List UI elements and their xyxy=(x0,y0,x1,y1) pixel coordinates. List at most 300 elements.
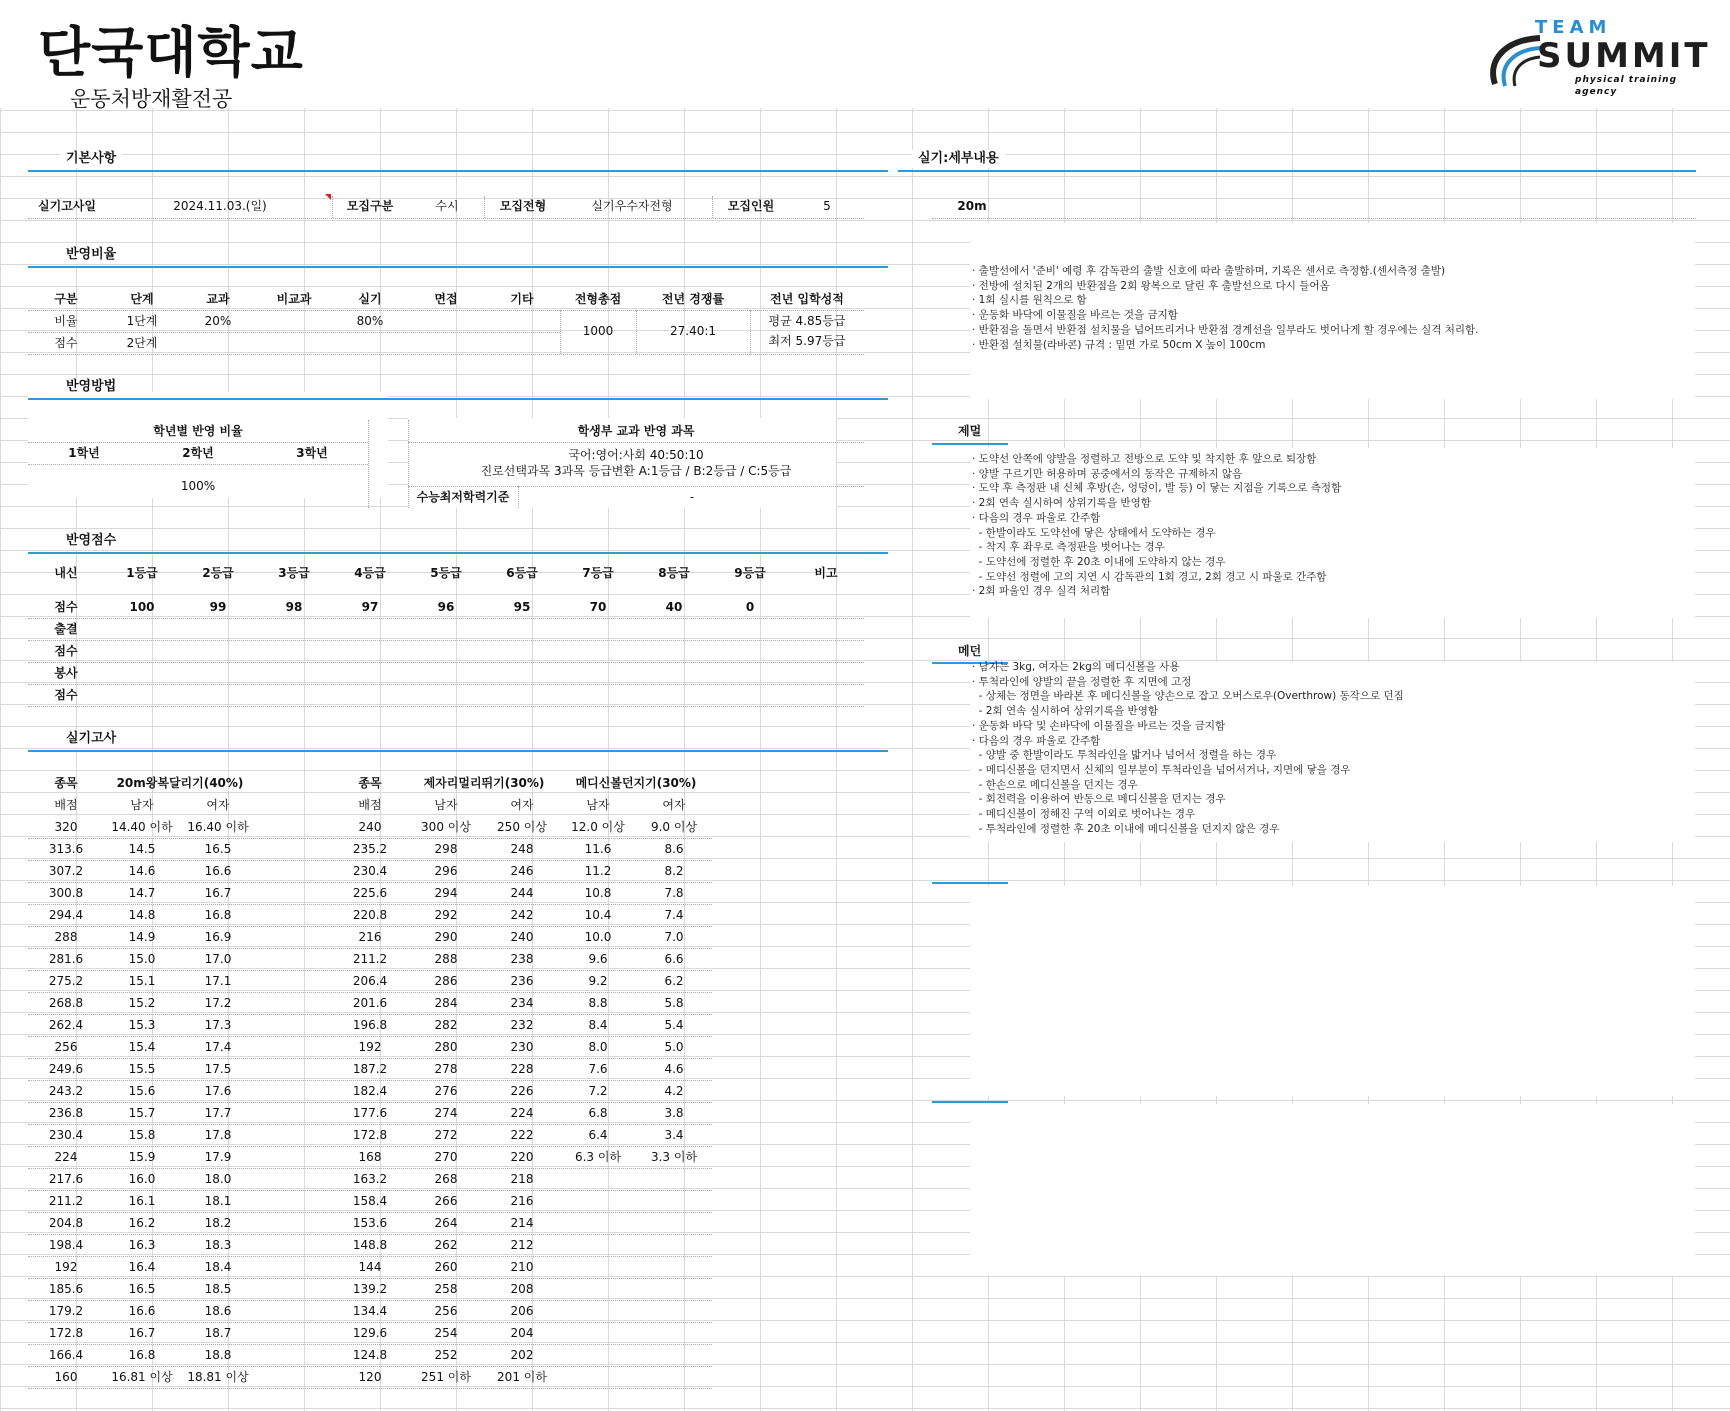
detail-divider-2 xyxy=(932,1101,1008,1103)
prac-jump-cell: 206 xyxy=(510,1304,534,1318)
prac-ball-cell xyxy=(560,1168,636,1190)
score-header-9: 9등급 xyxy=(734,566,766,580)
prac-ball-cell: 3.3 이하 xyxy=(650,1150,698,1164)
prac-ball-cell xyxy=(560,1256,636,1278)
prac-ball-cell: 7.6 xyxy=(588,1062,608,1076)
prac-run-cell: 15.6 xyxy=(128,1084,156,1098)
ratio-row1-subject: 20% xyxy=(204,314,232,328)
prac-ball-cell: 6.2 xyxy=(664,974,684,988)
prac-run-cell: 18.4 xyxy=(204,1260,232,1274)
prac-jump-cell: 210 xyxy=(510,1260,534,1274)
prac-jump-cell: 254 xyxy=(434,1326,458,1340)
score-value-2: 99 xyxy=(209,600,227,614)
prac-jump-cell: 288 xyxy=(434,952,458,966)
prac-jump-cell: 172.8 xyxy=(352,1128,388,1142)
ball-notes: · 남자는 3kg, 여자는 2kg의 메디신볼을 사용 · 투척라인에 양발의 끝을 정렬한 후 지면에 고정 - 상체는 정면을 바라본 후 메디신볼을 양손으로 잡고 오버스로우(Overthrow) 동작으로 던짐 - 2회 연속 실시하여 상위기록을 반영함 · 운동화 바닥 및 손바닥에 이물질을 바르는 것을 금지함 · 다음의 경우 파울로 간주함 - 양발 중 한발이라도 투척라인을 밟거나 넘어서 정렬을 하는 경우 - 메디신볼을 던지면서 신체의 일부분이 투척라인을 넘어서거나, 지면에 닿을 경우 - 한손으로 메디신볼을 던지는 경우 - 회전력을 이용하여 반동으로 메디신볼을 던지는 경우 - 메디신볼이 정해진 구역 이외로 벗어나는 경우 - 투척라인에 정렬한 후 20초 이내에 메디신볼을 던지지 않은 경우 xyxy=(972,661,1404,835)
prac-ball-cell: 6.8 xyxy=(588,1106,608,1120)
prac-jump-cell: 211.2 xyxy=(352,952,388,966)
prac-jump-cell: 148.8 xyxy=(352,1238,388,1252)
prac-jump-cell: 134.4 xyxy=(352,1304,388,1318)
prac-jump-cell: 139.2 xyxy=(352,1282,388,1296)
prac-ball-cell xyxy=(636,1300,712,1322)
prac-run-cell: 166.4 xyxy=(48,1348,84,1362)
ratio-row1-stage: 1단계 xyxy=(126,314,158,328)
prac-run-cell: 262.4 xyxy=(48,1018,84,1032)
prac-run-cell: 17.8 xyxy=(204,1128,232,1142)
section-practical-label: 실기고사 xyxy=(60,730,122,748)
prac-run-cell: 18.8 xyxy=(204,1348,232,1362)
prac-jump-cell: 225.6 xyxy=(352,886,388,900)
prac-run-cell: 204.8 xyxy=(48,1216,84,1230)
prac-run-cell: 224 xyxy=(54,1150,78,1164)
score-value-0: 점수 xyxy=(54,600,78,614)
score-value-10 xyxy=(788,596,864,618)
prac-jump-cell: 256 xyxy=(434,1304,458,1318)
prac-jump-cell: 222 xyxy=(510,1128,534,1142)
prac-jump-cell: 244 xyxy=(510,886,534,900)
prac-jump-cell: 206.4 xyxy=(352,974,388,988)
prac-run-cell: 15.3 xyxy=(128,1018,156,1032)
prac-jump-cell: 280 xyxy=(434,1040,458,1054)
prac-jump-cell: 192 xyxy=(358,1040,382,1054)
ratio-header-6: 기타 xyxy=(510,292,534,306)
prac-ball-cell xyxy=(636,1366,712,1388)
prac-ball-cell: 4.6 xyxy=(664,1062,684,1076)
recruit-track-label: 모집전형 xyxy=(499,199,547,213)
prac-jump-cell: 294 xyxy=(434,886,458,900)
ratio-grade-min: 최저 5.97등급 xyxy=(768,334,846,348)
prac-jump-cell: 276 xyxy=(434,1084,458,1098)
ratio-row2-stage: 2단계 xyxy=(126,336,158,350)
prac-run-cell: 313.6 xyxy=(48,842,84,856)
page-subtitle: 운동처방재활전공 xyxy=(70,87,233,111)
subject-line-2: 진로선택과목 3과목 등급변환 A:1등급 / B:2등급 / C:5등급 xyxy=(480,464,792,478)
prac-jump-cell: 282 xyxy=(434,1018,458,1032)
prac-male-2: 남자 xyxy=(434,798,458,812)
section-method xyxy=(28,376,888,400)
prac-run-cell: 17.5 xyxy=(204,1062,232,1076)
prac-run-cell: 17.2 xyxy=(204,996,232,1010)
prac-ball-cell: 12.0 이상 xyxy=(571,820,625,834)
prac-ball-cell xyxy=(560,1278,636,1300)
prac-jump-cell: 232 xyxy=(510,1018,534,1032)
prac-run-cell: 18.5 xyxy=(204,1282,232,1296)
prac-run-cell: 18.7 xyxy=(204,1326,232,1340)
score-header-10: 비고 xyxy=(814,566,838,580)
prac-ball-cell: 11.6 xyxy=(584,842,612,856)
prac-run-cell: 18.1 xyxy=(204,1194,232,1208)
score-row-attendance-score: 점수 xyxy=(54,644,78,658)
prac-female-1: 여자 xyxy=(206,798,230,812)
logo-summit-text: SUMMIT xyxy=(1537,36,1711,76)
csat-label: 수능최저학력기준 xyxy=(416,490,510,504)
prac-run-cell: 230.4 xyxy=(48,1128,84,1142)
prac-ball-cell: 11.2 xyxy=(584,864,612,878)
prac-run-cell: 281.6 xyxy=(48,952,84,966)
prac-event-label-2: 종목 xyxy=(358,776,382,790)
prac-ball-cell xyxy=(560,1322,636,1344)
prac-jump-cell: 212 xyxy=(510,1238,534,1252)
page-title: 단국대학교 xyxy=(38,21,304,84)
grade-value: 100% xyxy=(180,479,216,493)
prac-jump-cell: 300 이상 xyxy=(421,820,471,834)
prac-row-line xyxy=(28,1388,712,1389)
ratio-grade-avg: 평균 4.85등급 xyxy=(768,314,846,328)
prac-ball-cell: 9.2 xyxy=(588,974,608,988)
ball-title: 메던 xyxy=(958,644,982,658)
prac-ball-cell: 7.8 xyxy=(664,886,684,900)
prac-run-cell: 16.40 이하 xyxy=(187,820,249,834)
prac-run-cell: 16.7 xyxy=(204,886,232,900)
prac-run-cell: 16.8 xyxy=(204,908,232,922)
recruit-count-value: 5 xyxy=(823,199,831,213)
prac-run-cell: 198.4 xyxy=(48,1238,84,1252)
prac-male-3: 남자 xyxy=(586,798,610,812)
prac-ball-cell: 6.3 이하 xyxy=(574,1150,622,1164)
recruit-count-label: 모집인원 xyxy=(727,199,775,213)
prac-jump-cell: 201.6 xyxy=(352,996,388,1010)
prac-event-3: 메디신볼던지기(30%) xyxy=(575,776,697,790)
ratio-competition: 27.40:1 xyxy=(669,324,717,338)
prac-jump-cell: 228 xyxy=(510,1062,534,1076)
prac-ball-cell: 8.8 xyxy=(588,996,608,1010)
prac-run-cell: 294.4 xyxy=(48,908,84,922)
prac-jump-cell: 266 xyxy=(434,1194,458,1208)
prac-run-cell: 16.2 xyxy=(128,1216,156,1230)
prac-run-cell: 14.8 xyxy=(128,908,156,922)
prac-run-cell: 288 xyxy=(54,930,78,944)
prac-jump-cell: 284 xyxy=(434,996,458,1010)
prac-ball-cell xyxy=(560,1212,636,1234)
prac-run-cell: 243.2 xyxy=(48,1084,84,1098)
prac-jump-cell: 240 xyxy=(510,930,534,944)
score-value-9: 0 xyxy=(745,600,755,614)
prac-run-cell: 15.1 xyxy=(128,974,156,988)
prac-jump-cell: 202 xyxy=(510,1348,534,1362)
prac-ball-cell: 10.8 xyxy=(584,886,612,900)
prac-run-cell: 16.5 xyxy=(128,1282,156,1296)
prac-run-cell: 15.2 xyxy=(128,996,156,1010)
prac-run-cell: 249.6 xyxy=(48,1062,84,1076)
section-practical xyxy=(28,728,888,752)
prac-jump-cell: 208 xyxy=(510,1282,534,1296)
score-header-2: 2등급 xyxy=(202,566,234,580)
prac-male-1: 남자 xyxy=(130,798,154,812)
prac-jump-cell: 120 xyxy=(358,1370,382,1384)
section-method-label: 반영방법 xyxy=(60,378,122,396)
prac-ball-cell xyxy=(560,1366,636,1388)
prac-jump-cell: 216 xyxy=(358,930,382,944)
score-row-attendance: 출결 xyxy=(54,622,78,636)
prac-jump-cell: 270 xyxy=(434,1150,458,1164)
prac-jump-cell: 292 xyxy=(434,908,458,922)
prac-run-cell: 217.6 xyxy=(48,1172,84,1186)
prac-ball-cell: 7.4 xyxy=(664,908,684,922)
prac-run-cell: 15.0 xyxy=(128,952,156,966)
score-header-5: 5등급 xyxy=(430,566,462,580)
section-ratio xyxy=(28,244,888,268)
prac-run-cell: 179.2 xyxy=(48,1304,84,1318)
score-value-8: 40 xyxy=(665,600,683,614)
prac-jump-cell: 234 xyxy=(510,996,534,1010)
prac-ball-cell: 6.4 xyxy=(588,1128,608,1142)
grade-1: 1학년 xyxy=(68,446,100,460)
prac-jump-cell: 129.6 xyxy=(352,1326,388,1340)
score-value-5: 96 xyxy=(437,600,455,614)
section-detail xyxy=(898,148,1696,172)
prac-jump-cell: 218 xyxy=(510,1172,534,1186)
prac-ball-cell: 7.0 xyxy=(664,930,684,944)
prac-jump-cell: 220.8 xyxy=(352,908,388,922)
subject-line-1: 국어:영어:사회 40:50:10 xyxy=(568,448,704,462)
score-value-4: 97 xyxy=(361,600,379,614)
prac-ball-cell xyxy=(636,1190,712,1212)
prac-run-cell: 320 xyxy=(54,820,78,834)
prac-event-label-1: 종목 xyxy=(54,776,78,790)
prac-jump-cell: 260 xyxy=(434,1260,458,1274)
prac-run-cell: 15.9 xyxy=(128,1150,156,1164)
recruit-type-label: 모집구분 xyxy=(346,199,394,213)
prac-jump-cell: 226 xyxy=(510,1084,534,1098)
prac-jump-cell: 242 xyxy=(510,908,534,922)
prac-score-label-2: 배점 xyxy=(358,798,382,812)
section-basic xyxy=(28,148,888,172)
prac-jump-cell: 238 xyxy=(510,952,534,966)
prac-jump-cell: 230.4 xyxy=(352,864,388,878)
section-score xyxy=(28,530,888,554)
prac-run-cell: 14.5 xyxy=(128,842,156,856)
score-header-1: 1등급 xyxy=(126,566,158,580)
prac-jump-cell: 158.4 xyxy=(352,1194,388,1208)
prac-jump-cell: 278 xyxy=(434,1062,458,1076)
ratio-row1-practical: 80% xyxy=(356,314,384,328)
prac-female-2: 여자 xyxy=(510,798,534,812)
prac-ball-cell: 7.2 xyxy=(588,1084,608,1098)
recruit-track-value: 실기우수자전형 xyxy=(591,199,673,213)
prac-run-cell: 18.6 xyxy=(204,1304,232,1318)
prac-jump-cell: 236 xyxy=(510,974,534,988)
prac-jump-cell: 182.4 xyxy=(352,1084,388,1098)
prac-ball-cell: 8.6 xyxy=(664,842,684,856)
prac-jump-cell: 168 xyxy=(358,1150,382,1164)
ratio-header-8: 전년 경쟁률 xyxy=(661,292,725,306)
score-value-7: 70 xyxy=(589,600,607,614)
prac-ball-cell: 9.6 xyxy=(588,952,608,966)
prac-run-cell: 16.5 xyxy=(204,842,232,856)
prac-run-cell: 14.40 이하 xyxy=(111,820,173,834)
comment-marker xyxy=(325,194,331,200)
prac-run-cell: 192 xyxy=(54,1260,78,1274)
prac-run-cell: 16.8 xyxy=(128,1348,156,1362)
score-header-6: 6등급 xyxy=(506,566,538,580)
prac-run-cell: 18.81 이상 xyxy=(187,1370,249,1384)
prac-run-cell: 17.4 xyxy=(204,1040,232,1054)
team-summit-logo xyxy=(1485,17,1711,97)
prac-jump-cell: 220 xyxy=(510,1150,534,1164)
score-header-3: 3등급 xyxy=(278,566,310,580)
section-detail-label: 실기:세부내용 xyxy=(912,150,1005,168)
prac-jump-cell: 251 이하 xyxy=(421,1370,471,1384)
prac-run-cell: 14.7 xyxy=(128,886,156,900)
section-basic-label: 기본사항 xyxy=(60,150,122,168)
prac-run-cell: 15.4 xyxy=(128,1040,156,1054)
blank-box-1 xyxy=(970,886,1695,1096)
score-row-volunteer-score: 점수 xyxy=(54,688,78,702)
exam-date-label: 실기고사일 xyxy=(38,199,96,213)
detail-divider-1 xyxy=(932,882,1008,884)
prac-run-cell: 16.3 xyxy=(128,1238,156,1252)
prac-ball-cell xyxy=(636,1234,712,1256)
prac-jump-cell: 252 xyxy=(434,1348,458,1362)
prac-run-cell: 18.3 xyxy=(204,1238,232,1252)
prac-jump-cell: 248 xyxy=(510,842,534,856)
prac-ball-cell xyxy=(560,1300,636,1322)
prac-run-cell: 16.6 xyxy=(204,864,232,878)
prac-run-cell: 185.6 xyxy=(48,1282,84,1296)
ratio-header-7: 전형총점 xyxy=(574,292,622,306)
prac-jump-cell: 296 xyxy=(434,864,458,878)
ratio-row1-label: 비율 xyxy=(54,314,78,328)
prac-ball-cell: 9.0 이상 xyxy=(650,820,698,834)
prac-jump-cell: 196.8 xyxy=(352,1018,388,1032)
prac-run-cell: 300.8 xyxy=(48,886,84,900)
exam-date-value: 2024.11.03.(일) xyxy=(173,199,267,213)
basic-row-line xyxy=(28,218,864,219)
jump-title: 제멀 xyxy=(958,424,982,438)
prac-ball-cell: 8.2 xyxy=(664,864,684,878)
prac-run-cell: 17.0 xyxy=(204,952,232,966)
prac-run-cell: 236.8 xyxy=(48,1106,84,1120)
ratio-header-4: 실기 xyxy=(358,292,382,306)
blank-box-2 xyxy=(970,1104,1695,1276)
prac-run-cell: 307.2 xyxy=(48,864,84,878)
prac-run-cell: 16.81 이상 xyxy=(111,1370,173,1384)
prac-ball-cell xyxy=(636,1212,712,1234)
prac-jump-cell: 258 xyxy=(434,1282,458,1296)
prac-run-cell: 15.7 xyxy=(128,1106,156,1120)
prac-run-cell: 17.6 xyxy=(204,1084,232,1098)
prac-jump-cell: 153.6 xyxy=(352,1216,388,1230)
prac-jump-cell: 201 이하 xyxy=(497,1370,547,1384)
prac-event-1: 20m왕복달리기(40%) xyxy=(116,776,244,790)
ratio-header-9: 전년 입학성적 xyxy=(770,292,844,306)
grade-ratio-title: 학년별 반영 비율 xyxy=(153,424,243,438)
ratio-total: 1000 xyxy=(582,324,614,338)
prac-ball-cell: 5.4 xyxy=(664,1018,684,1032)
score-header-4: 4등급 xyxy=(354,566,386,580)
grade-3: 3학년 xyxy=(296,446,328,460)
prac-jump-cell: 235.2 xyxy=(352,842,388,856)
prac-ball-cell xyxy=(636,1344,712,1366)
prac-jump-cell: 187.2 xyxy=(352,1062,388,1076)
ratio-header-0: 구분 xyxy=(54,292,78,306)
prac-jump-cell: 163.2 xyxy=(352,1172,388,1186)
prac-jump-cell: 204 xyxy=(510,1326,534,1340)
prac-run-cell: 18.0 xyxy=(204,1172,232,1186)
prac-ball-cell xyxy=(636,1322,712,1344)
prac-jump-cell: 250 이상 xyxy=(497,820,547,834)
prac-run-cell: 15.8 xyxy=(128,1128,156,1142)
prac-ball-cell: 3.8 xyxy=(664,1106,684,1120)
score-value-3: 98 xyxy=(285,600,303,614)
prac-jump-cell: 230 xyxy=(510,1040,534,1054)
prac-jump-cell: 274 xyxy=(434,1106,458,1120)
jump-notes: · 도약선 안쪽에 양발을 정렬하고 전방으로 도약 및 착지한 후 앞으로 퇴장함 · 양발 구르기만 허용하며 공중에서의 동작은 규제하지 않음 · 도약 후 측정판 내 신체 후방(손, 엉덩이, 발 등) 이 닿는 지점을 기록으로 측정함 · 2회 연속 실시하여 상위기록을 반영함 · 다음의 경우 파울로 간주함 - 한발이라도 도약선에 닿은 상태에서 도약하는 경우 - 착지 후 좌우로 측정판을 벗어나는 경우 - 도약선에 정렬한 후 20초 이내에 도약하지 않는 경우 - 도약선 정렬에 고의 지연 시 감독관의 1회 경고, 2회 경고 시 파울로 간주함 · 2회 파울인 경우 실격 처리함 xyxy=(972,453,1342,598)
prac-jump-cell: 124.8 xyxy=(352,1348,388,1362)
prac-ball-cell xyxy=(560,1190,636,1212)
logo-swoosh-icon xyxy=(1485,32,1545,92)
prac-ball-cell xyxy=(636,1168,712,1190)
run-title: 20m xyxy=(957,199,987,213)
grade-2: 2학년 xyxy=(182,446,214,460)
section-score-label: 반영점수 xyxy=(60,532,122,550)
prac-jump-cell: 262 xyxy=(434,1238,458,1252)
prac-run-cell: 16.7 xyxy=(128,1326,156,1340)
logo-agency-text: physical training agency xyxy=(1575,75,1678,97)
ratio-header-3: 비교과 xyxy=(276,292,312,306)
prac-jump-cell: 144 xyxy=(358,1260,382,1274)
prac-run-cell: 17.7 xyxy=(204,1106,232,1120)
prac-jump-cell: 216 xyxy=(510,1194,534,1208)
csat-value: - xyxy=(689,490,695,504)
prac-event-2: 제자리멀리뛰기(30%) xyxy=(423,776,545,790)
prac-jump-cell: 268 xyxy=(434,1172,458,1186)
prac-jump-cell: 214 xyxy=(510,1216,534,1230)
ratio-header-5: 면접 xyxy=(434,292,458,306)
subject-title: 학생부 교과 반영 과목 xyxy=(577,424,695,438)
score-header-0: 내신 xyxy=(54,566,78,580)
prac-ball-cell: 10.4 xyxy=(584,908,612,922)
prac-ball-cell xyxy=(636,1278,712,1300)
prac-jump-cell: 298 xyxy=(434,842,458,856)
prac-ball-cell xyxy=(560,1234,636,1256)
prac-run-cell: 16.6 xyxy=(128,1304,156,1318)
prac-ball-cell: 6.6 xyxy=(664,952,684,966)
prac-ball-cell: 4.2 xyxy=(664,1084,684,1098)
prac-run-cell: 14.6 xyxy=(128,864,156,878)
ratio-row2-label: 점수 xyxy=(54,336,78,350)
recruit-type-value: 수시 xyxy=(435,199,459,213)
prac-ball-cell: 8.4 xyxy=(588,1018,608,1032)
ratio-header-2: 교과 xyxy=(206,292,230,306)
score-value-6: 95 xyxy=(513,600,531,614)
prac-run-cell: 172.8 xyxy=(48,1326,84,1340)
prac-jump-cell: 286 xyxy=(434,974,458,988)
prac-run-cell: 16.9 xyxy=(204,930,232,944)
section-ratio-label: 반영비율 xyxy=(60,246,122,264)
prac-run-cell: 15.5 xyxy=(128,1062,156,1076)
prac-run-cell: 16.1 xyxy=(128,1194,156,1208)
prac-run-cell: 16.4 xyxy=(128,1260,156,1274)
prac-run-cell: 17.9 xyxy=(204,1150,232,1164)
prac-run-cell: 18.2 xyxy=(204,1216,232,1230)
run-notes: · 출발선에서 '준비' 예령 후 감독관의 출발 신호에 따라 출발하며, 기록은 센서로 측정함.(센서측정 출발) · 전방에 설치된 2개의 반환점을 2회 왕복으로 달린 후 출발선으로 다시 들어옴 · 1회 실시를 원칙으로 함 · 운동화 바닥에 이물질을 바르는 것을 금지함 · 반환점을 돌면서 반환점 설치물을 넘어뜨리거나 반환점 경계선을 일부라도 벗어나게 할 경우에는 실격 처리함. · 반환점 설치물(라바콘) 규격 : 밑면 가로 50cm X 높이 100cm xyxy=(972,265,1479,351)
prac-jump-cell: 246 xyxy=(510,864,534,878)
score-row-volunteer: 봉사 xyxy=(54,666,78,680)
ratio-header-1: 단계 xyxy=(130,292,154,306)
prac-ball-cell xyxy=(636,1256,712,1278)
prac-run-cell: 14.9 xyxy=(128,930,156,944)
prac-run-cell: 16.0 xyxy=(128,1172,156,1186)
prac-ball-cell: 5.8 xyxy=(664,996,684,1010)
prac-run-cell: 17.1 xyxy=(204,974,232,988)
score-header-8: 8등급 xyxy=(658,566,690,580)
prac-jump-cell: 290 xyxy=(434,930,458,944)
prac-run-cell: 268.8 xyxy=(48,996,84,1010)
prac-run-cell: 17.3 xyxy=(204,1018,232,1032)
prac-female-3: 여자 xyxy=(662,798,686,812)
score-value-1: 100 xyxy=(129,600,155,614)
